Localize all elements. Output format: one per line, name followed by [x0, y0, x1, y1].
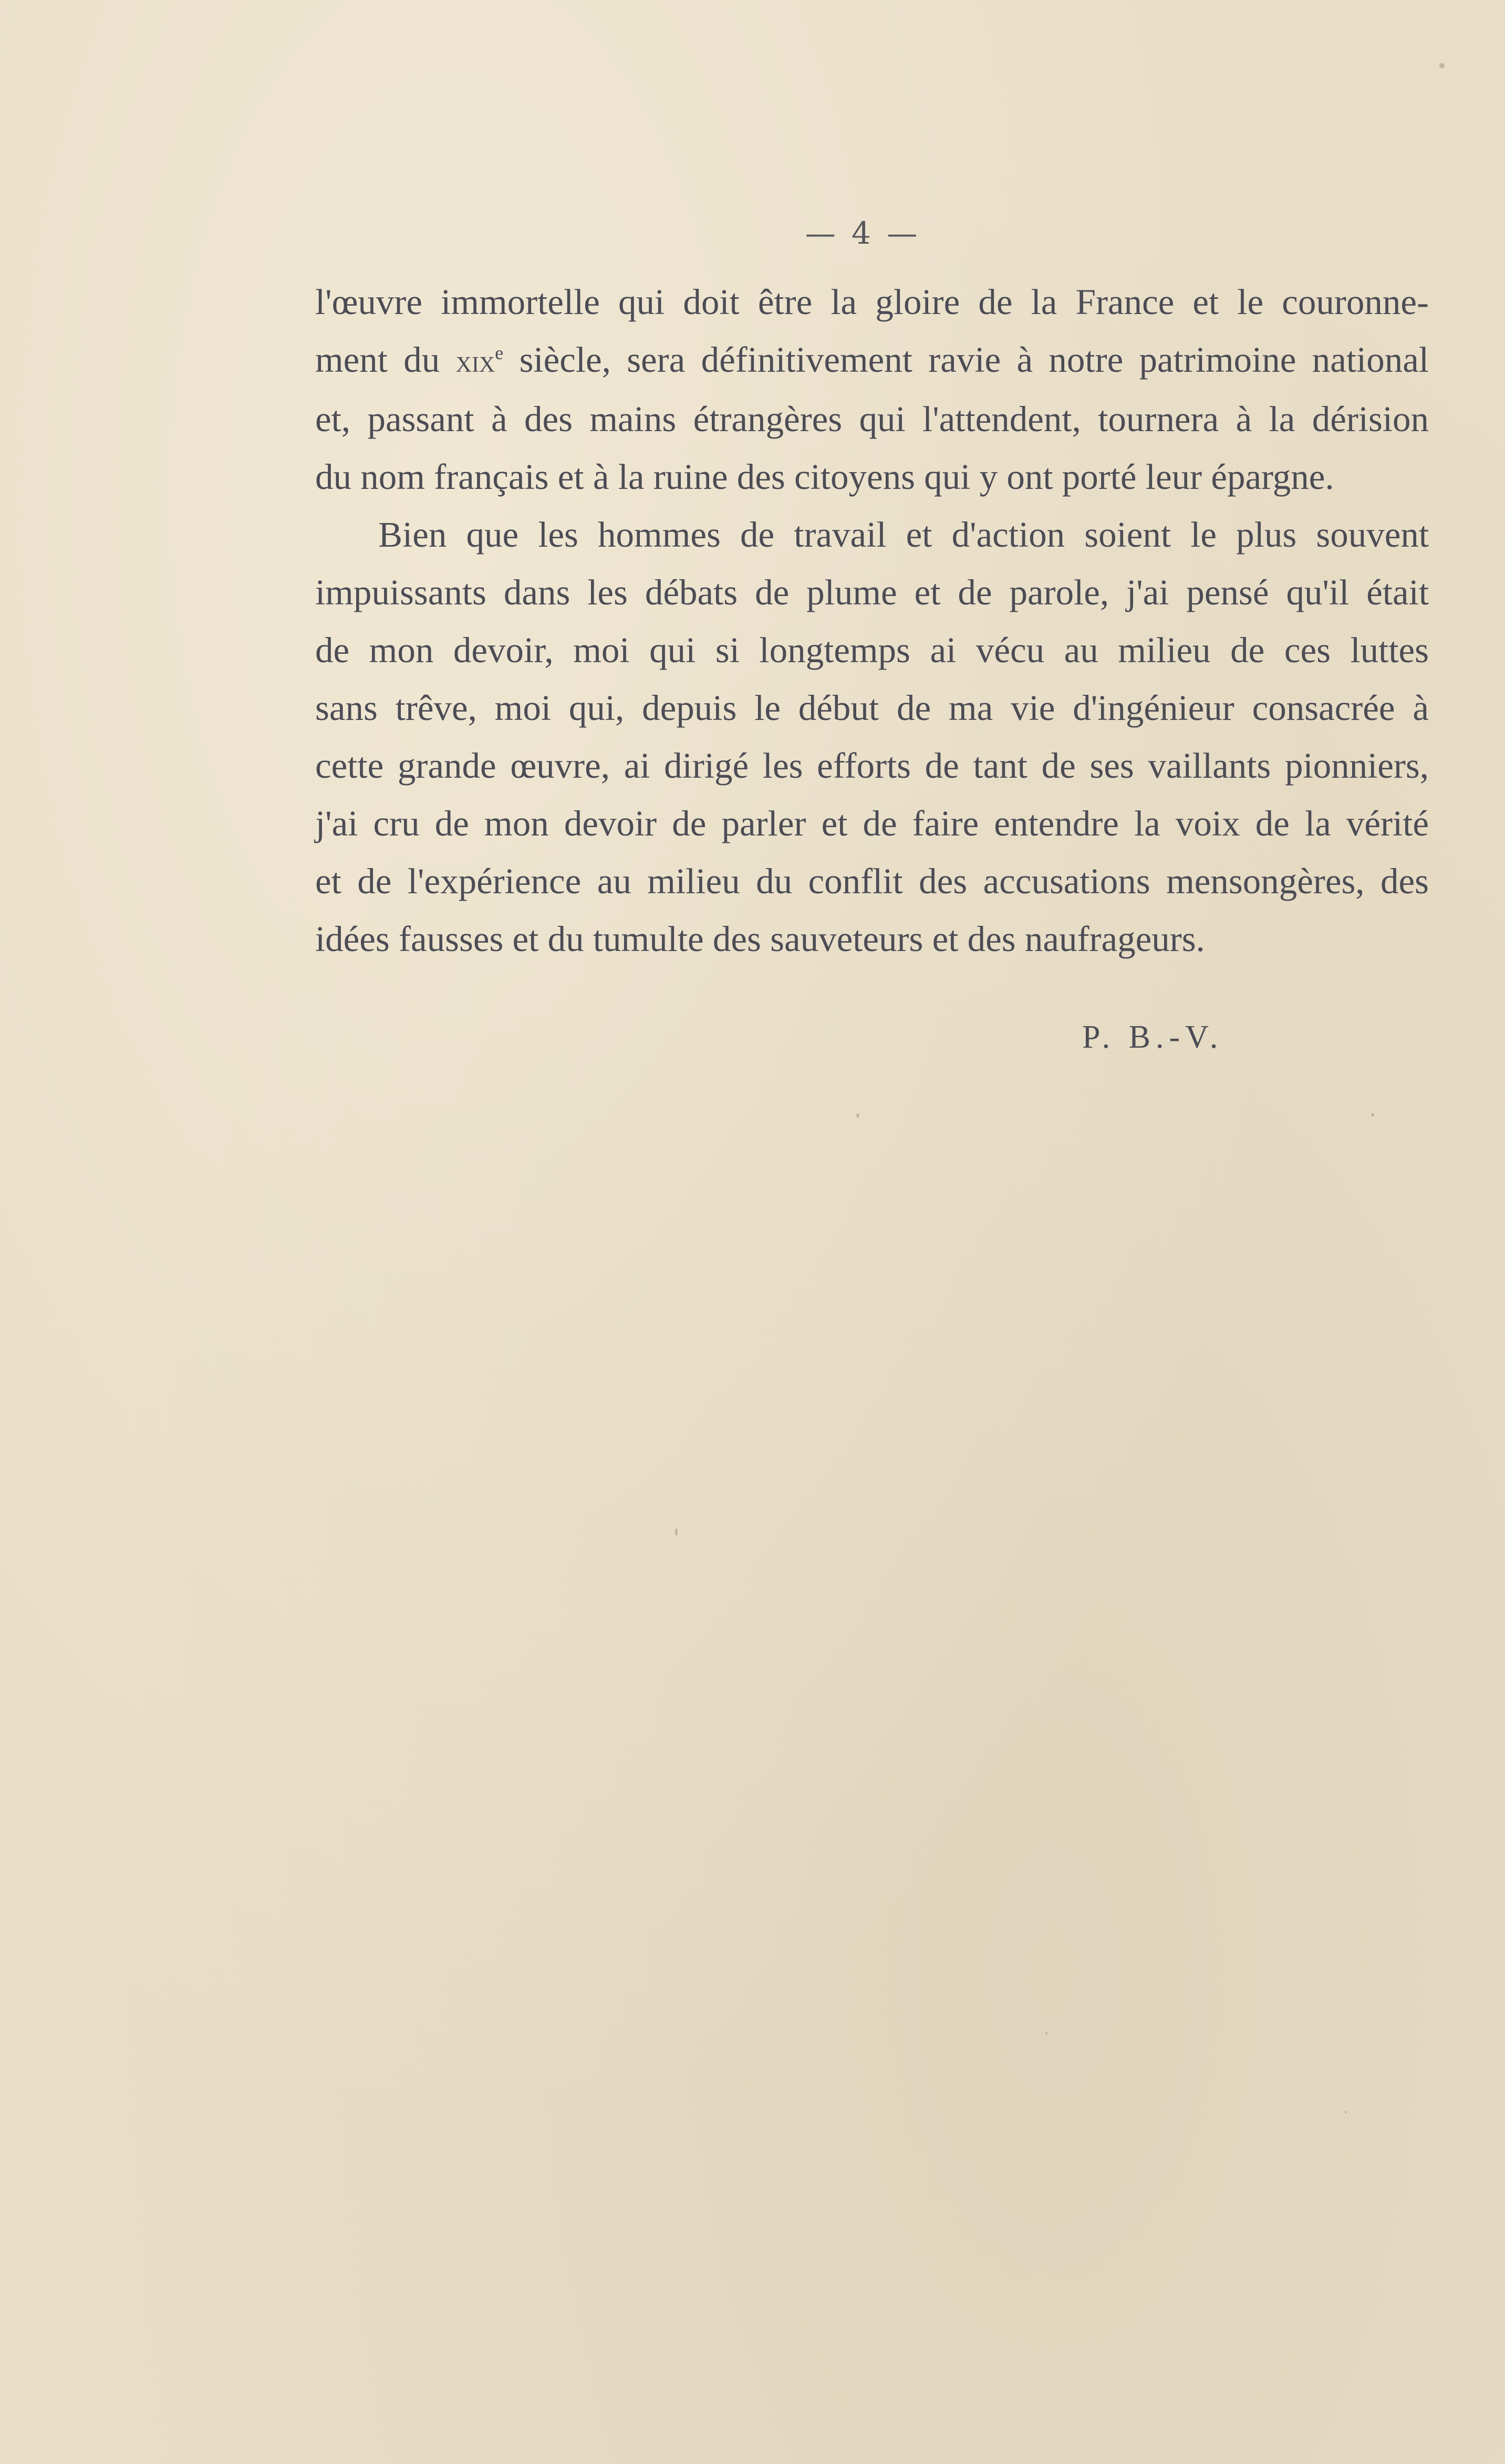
- text-line: ment du xix$^e$ siècle, sera définitivement ravie à notre patrimoine national: [315, 340, 1429, 380]
- text-line: du nom français et à la ruine des citoyens qui y ont porté leur épargne.: [315, 457, 1334, 497]
- body-text: [315, 273, 1429, 968]
- paper-speck: [856, 1113, 859, 1118]
- text-line: et, passant à des mains étrangères qui l'attendent, tournera à la dérision: [315, 399, 1429, 439]
- text-line: idées fausses et du tumulte des sauveteurs et des naufrageurs.: [315, 919, 1205, 959]
- author-signature: P. B.-V.: [1082, 1019, 1223, 1055]
- text-line: sans trêve, moi qui, depuis le début de ma vie d'ingénieur consacrée à: [315, 688, 1429, 728]
- paragraph-start-line: Bien que les hommes de travail et d'action soient le plus souvent: [378, 515, 1429, 555]
- text-line: de mon devoir, moi qui si longtemps ai vécu au milieu de ces luttes: [315, 630, 1429, 670]
- text-line: l'œuvre immortelle qui doit être la gloire de la France et le couronne-: [315, 282, 1429, 322]
- page-number: — 4 —: [805, 215, 921, 251]
- century-superscript: e: [495, 342, 504, 363]
- text-line: j'ai cru de mon devoir de parler et de faire entendre la voix de la vérité: [315, 803, 1429, 843]
- paper-speck: [1439, 63, 1445, 68]
- paper-speck: [675, 1528, 678, 1536]
- paper-speck: [1371, 1113, 1374, 1116]
- text-line: cette grande œuvre, ai dirigé les efforts de tant de ses vaillants pionniers,: [315, 746, 1429, 786]
- paper-speck: [1045, 2032, 1047, 2034]
- paper-speck: [1345, 2111, 1347, 2113]
- text-line: impuissants dans les débats de plume et de parole, j'ai pensé qu'il était: [315, 572, 1429, 612]
- text-line: et de l'expérience au milieu du conflit des accusations mensongères, des: [315, 861, 1429, 901]
- century-numeral: xix: [455, 344, 495, 379]
